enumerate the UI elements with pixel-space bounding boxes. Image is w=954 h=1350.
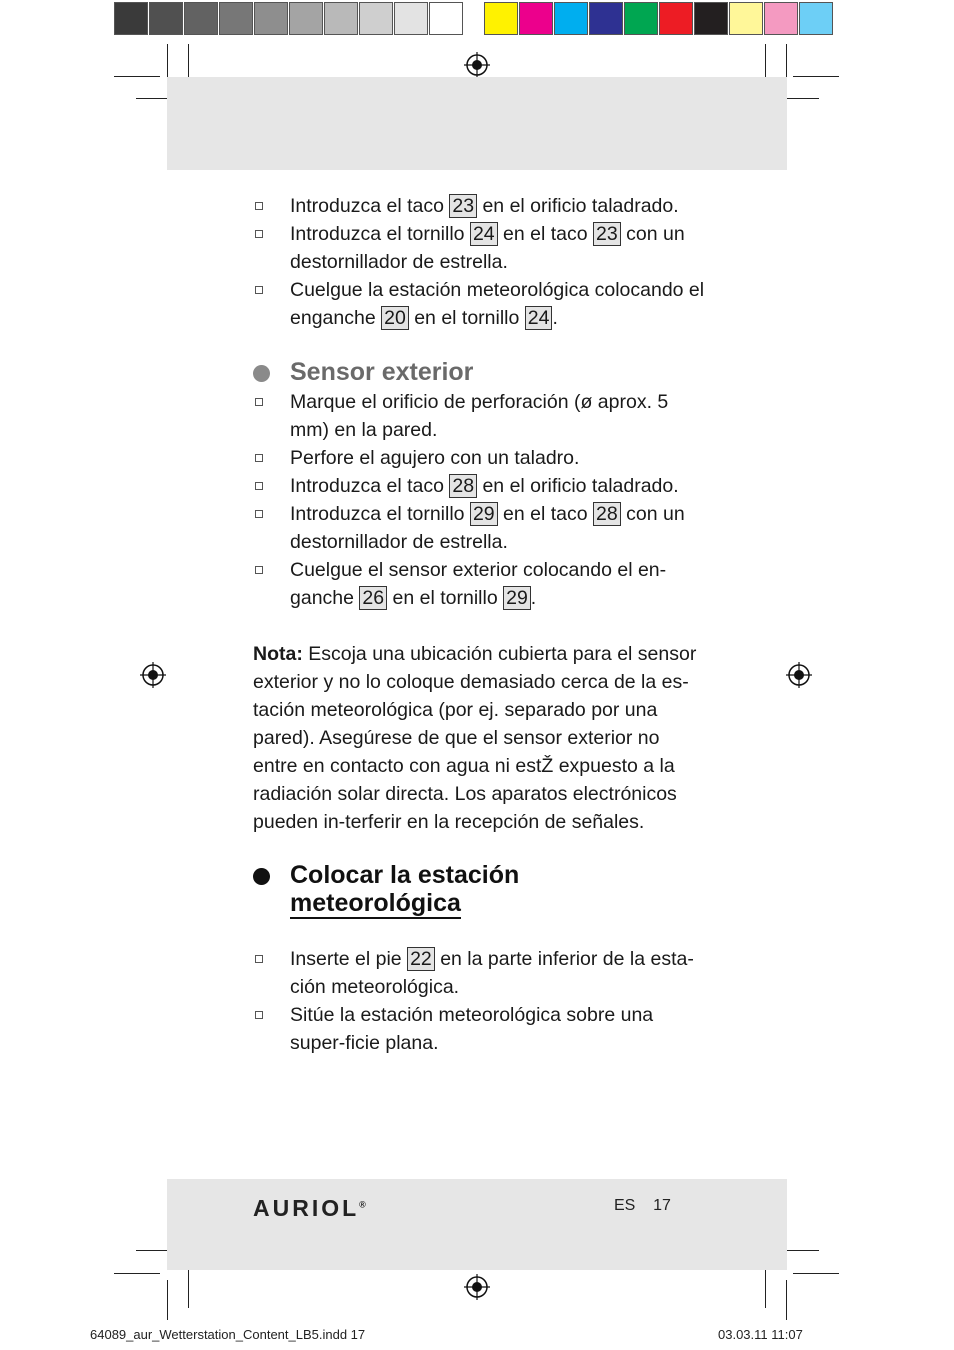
section-heading: Colocar la estación meteorológica (253, 861, 705, 917)
header-band (167, 77, 787, 170)
part-reference-number: 20 (381, 306, 409, 330)
list-item-text: Sitúe la estación meteorológica sobre una super-ficie plana. (290, 1004, 654, 1054)
grey-swatch-1 (149, 2, 183, 35)
color-swatch-1 (519, 2, 553, 35)
list-item (253, 220, 705, 276)
checkbox-square-icon (255, 566, 263, 574)
part-reference-number: 28 (593, 502, 621, 526)
list-item-text: . (552, 307, 558, 329)
list-item (253, 444, 705, 472)
color-swatch-0 (484, 2, 518, 35)
bullet-dot-icon (253, 868, 270, 885)
list-item (253, 1001, 705, 1057)
grey-swatch-9 (429, 2, 463, 35)
list-item (253, 945, 705, 1001)
list-item (253, 556, 705, 612)
list-mounting-steps (253, 192, 705, 332)
color-swatch-3 (589, 2, 623, 35)
list-item-text: Introduzca el tornillo (290, 503, 470, 525)
color-swatch-2 (554, 2, 588, 35)
registration-mark-icon (464, 1274, 490, 1300)
checkbox-square-icon (255, 286, 263, 294)
grey-swatch-bar (114, 2, 464, 37)
list-item-text: con un destornillador de estrella. (290, 223, 685, 273)
note-paragraph (253, 640, 705, 836)
list-item (253, 276, 705, 332)
footer-filename: 64089_aur_Wetterstation_Content_LB5.indd 17 (90, 1327, 366, 1342)
color-swatch-6 (694, 2, 728, 35)
grey-swatch-3 (219, 2, 253, 35)
footer-date: 03.03.11 11:07 (718, 1327, 803, 1342)
checkbox-square-icon (255, 1011, 263, 1019)
checkbox-square-icon (255, 398, 263, 406)
grey-swatch-2 (184, 2, 218, 35)
list-item (253, 500, 705, 556)
grey-swatch-5 (289, 2, 323, 35)
list-item (253, 192, 705, 220)
part-reference-number: 23 (593, 222, 621, 246)
color-swatch-7 (729, 2, 763, 35)
list-item-text: en el tornillo (408, 307, 525, 329)
list-item-text: Introduzca el tornillo (290, 223, 470, 245)
registration-mark-icon (786, 662, 812, 688)
color-swatch-9 (799, 2, 833, 35)
list-item (253, 472, 705, 500)
grey-swatch-0 (114, 2, 148, 35)
part-reference-number: 26 (359, 586, 387, 610)
part-reference-number: 29 (503, 586, 531, 610)
list-item-text: Cuelgue la estación meteorológica colocando el enganche (290, 279, 705, 329)
footer-band (167, 1179, 787, 1270)
color-swatch-5 (659, 2, 693, 35)
list-item-text: Perfore el agujero con un taladro. (290, 447, 580, 469)
checkbox-square-icon (255, 510, 263, 518)
note-text: Escoja una ubicación cubierta para el sensor exterior y no lo coloque demasiado cerca de la es-tación meteorológica (por ej. separado por una pared). Asegúrese de que el sensor exterior no entre en contacto con agua ni estŽ expuesto a la radiación solar directa. Los aparatos electrónicos pueden in-terferir en la recepción de señales. (253, 643, 697, 833)
part-reference-number: 24 (525, 306, 553, 330)
list-item (253, 388, 705, 444)
grey-swatch-8 (394, 2, 428, 35)
list-item-text: Marque el orificio de perforación (ø aprox. 5 mm) en la pared. (290, 391, 669, 441)
page-number: ES 17 (614, 1197, 671, 1214)
grey-swatch-4 (254, 2, 288, 35)
list-item-text: Introduzca el taco (290, 475, 450, 497)
section-colocar (253, 861, 705, 1057)
note-label: Nota: (253, 643, 303, 665)
section-heading: Sensor exterior (253, 358, 705, 386)
checkbox-square-icon (255, 230, 263, 238)
checkbox-square-icon (255, 955, 263, 963)
section-sensor-exterior (253, 358, 705, 612)
list-item-text: en el orificio taladrado. (477, 475, 679, 497)
list-item-text: Inserte el pie (290, 948, 408, 970)
registration-mark-icon (464, 52, 490, 78)
list-item-text: . (530, 587, 537, 609)
list-item-text: en la parte inferior de la esta-ción meteorológica. (290, 948, 694, 998)
checkbox-square-icon (255, 454, 263, 462)
grey-swatch-6 (324, 2, 358, 35)
part-reference-number: 22 (407, 947, 435, 971)
part-reference-number: 28 (449, 474, 477, 498)
checkbox-square-icon (255, 202, 263, 210)
list-item-text: en el tornillo (387, 587, 504, 609)
list-item-text: en el orificio taladrado. (477, 195, 679, 217)
checkbox-square-icon (255, 482, 263, 490)
part-reference-number: 29 (470, 502, 498, 526)
registration-mark-icon (140, 662, 166, 688)
list-item-text: en el taco (497, 223, 594, 245)
list-item-text: en el taco (497, 503, 594, 525)
list-item-text: Cuelgue el sensor exterior colocando el en-ganche (290, 559, 667, 609)
brand-logo: AURIOL® (253, 1195, 366, 1221)
color-swatch-8 (764, 2, 798, 35)
bullet-dot-icon (253, 365, 270, 382)
list-item-text: Introduzca el taco (290, 195, 450, 217)
part-reference-number: 23 (449, 194, 477, 218)
color-swatch-4 (624, 2, 658, 35)
list-sensor-steps (253, 388, 705, 612)
list-item-text: con un destornillador de estrella. (290, 503, 685, 553)
list-placement-steps (253, 945, 705, 1057)
grey-swatch-7 (359, 2, 393, 35)
color-swatch-bar (484, 2, 834, 37)
part-reference-number: 24 (470, 222, 498, 246)
